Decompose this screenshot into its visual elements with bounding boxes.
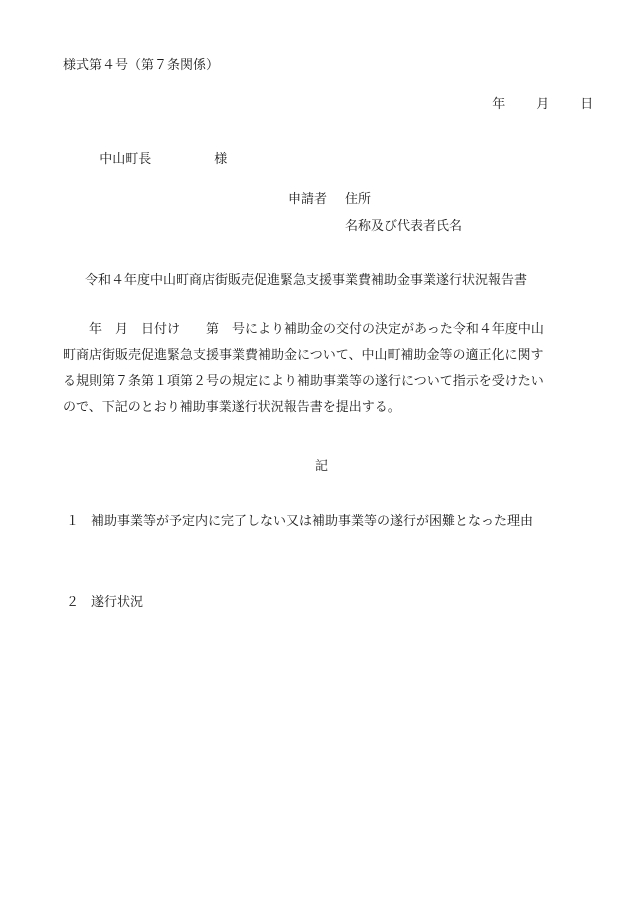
- date-line: [484, 85, 593, 111]
- applicant-address-label: 住所: [345, 192, 372, 207]
- date-month: 月: [536, 97, 550, 112]
- addressee: [91, 140, 227, 166]
- item-text: 遂行状況: [91, 595, 144, 610]
- applicant-label: 申請者: [288, 192, 328, 207]
- addressee-name: 中山町長: [99, 152, 152, 167]
- form-number-label: 様式第４号（第７条関係）: [63, 58, 220, 73]
- addressee-suffix: 様: [214, 152, 228, 167]
- body-line: 町商店街販売促進緊急支援事業費補助金について、中山町補助金等の適正化に関す: [63, 348, 544, 363]
- body-line: る規則第７条第１項第２号の規定により補助事業等の遂行について指示を受けたい: [63, 374, 544, 389]
- item-text: 補助事業等が予定内に完了しない又は補助事業等の遂行が困難となった理由: [91, 514, 534, 529]
- item-number: ２: [66, 595, 80, 610]
- item-number: １: [66, 514, 80, 529]
- applicant-name-label: 名称及び代表者氏名: [345, 219, 463, 234]
- document-title: 令和４年度中山町商店街販売促進緊急支援事業費補助金事業遂行状況報告書: [85, 273, 528, 288]
- body-line: 年 月 日付け 第 号により補助金の交付の決定があった令和４年度中山: [63, 322, 544, 337]
- body-line: ので、下記のとおり補助事業遂行状況報告書を提出する。: [63, 400, 401, 415]
- ki-heading: 記: [315, 459, 329, 474]
- date-year: 年: [492, 97, 506, 112]
- date-day: 日: [580, 97, 594, 112]
- body-paragraph: [63, 323, 583, 427]
